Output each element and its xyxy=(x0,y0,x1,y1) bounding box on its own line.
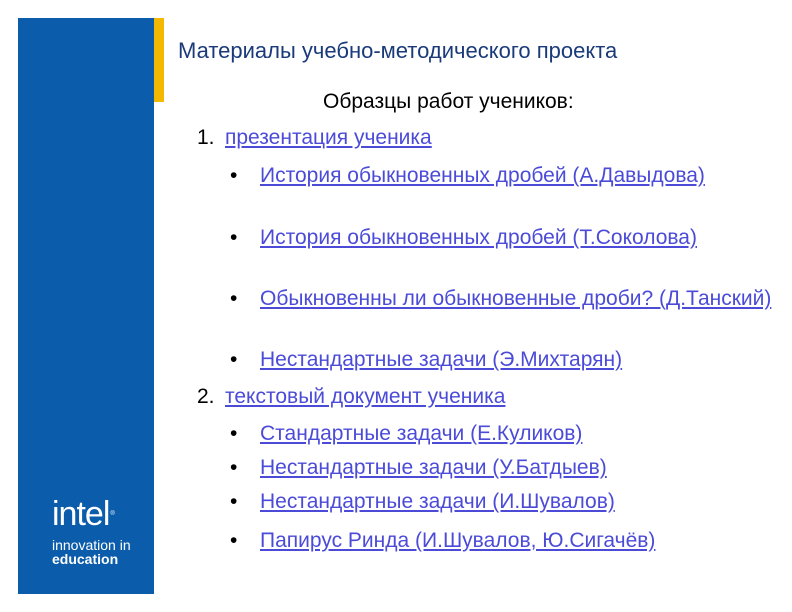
item-link-1-1[interactable]: История обыкновенных дробей (А.Давыдова) xyxy=(260,164,705,187)
bullet-2-3: • xyxy=(230,490,238,513)
section-2-number: 2. xyxy=(197,385,215,408)
list-item xyxy=(260,225,780,251)
section-2-link[interactable]: текстовый документ ученика xyxy=(225,385,506,408)
list-item xyxy=(260,528,780,554)
list-item xyxy=(260,286,780,312)
accent-bar xyxy=(154,18,164,102)
logo-tagline-line1: innovation in xyxy=(52,537,131,553)
slide-subtitle: Образцы работ учеников: xyxy=(323,90,574,113)
item-link-1-3[interactable]: Обыкновенны ли обыкновенные дроби? (Д.Танский) xyxy=(260,287,772,310)
bullet-2-2: • xyxy=(230,456,238,479)
list-item xyxy=(260,421,780,447)
bullet-1-4: • xyxy=(230,348,238,371)
bullet-2-1: • xyxy=(230,422,238,445)
logo-tagline xyxy=(52,538,152,566)
section-1-link[interactable]: презентация ученика xyxy=(225,126,432,149)
item-link-2-4[interactable]: Папирус Ринда (И.Шувалов, Ю.Сигачёв) xyxy=(260,529,656,552)
list-item xyxy=(260,163,780,189)
logo-wordmark xyxy=(52,497,152,531)
item-link-1-2[interactable]: История обыкновенных дробей (Т.Соколова) xyxy=(260,226,697,249)
item-link-2-2[interactable]: Нестандартные задачи (У.Батдыев) xyxy=(260,456,607,479)
list-item xyxy=(260,455,780,481)
item-link-2-1[interactable]: Стандартные задачи (Е.Куликов) xyxy=(260,422,583,445)
item-link-1-4[interactable]: Нестандартные задачи (Э.Михтарян) xyxy=(260,348,623,371)
bullet-1-3: • xyxy=(230,287,238,310)
slide-title: Материалы учебно-методического проекта xyxy=(178,38,618,63)
bullet-1-1: • xyxy=(230,164,238,187)
bullet-2-4: • xyxy=(230,529,238,552)
list-item xyxy=(260,347,780,373)
bullet-1-2: • xyxy=(230,226,238,249)
logo-trademark: ® xyxy=(110,511,114,517)
logo-tagline-line2: education xyxy=(52,551,119,567)
list-item xyxy=(260,489,780,515)
intel-logo xyxy=(52,497,152,566)
logo-wordmark-text: intel xyxy=(52,495,110,533)
item-link-2-3[interactable]: Нестандартные задачи (И.Шувалов) xyxy=(260,490,615,513)
section-1-number: 1. xyxy=(197,126,215,149)
